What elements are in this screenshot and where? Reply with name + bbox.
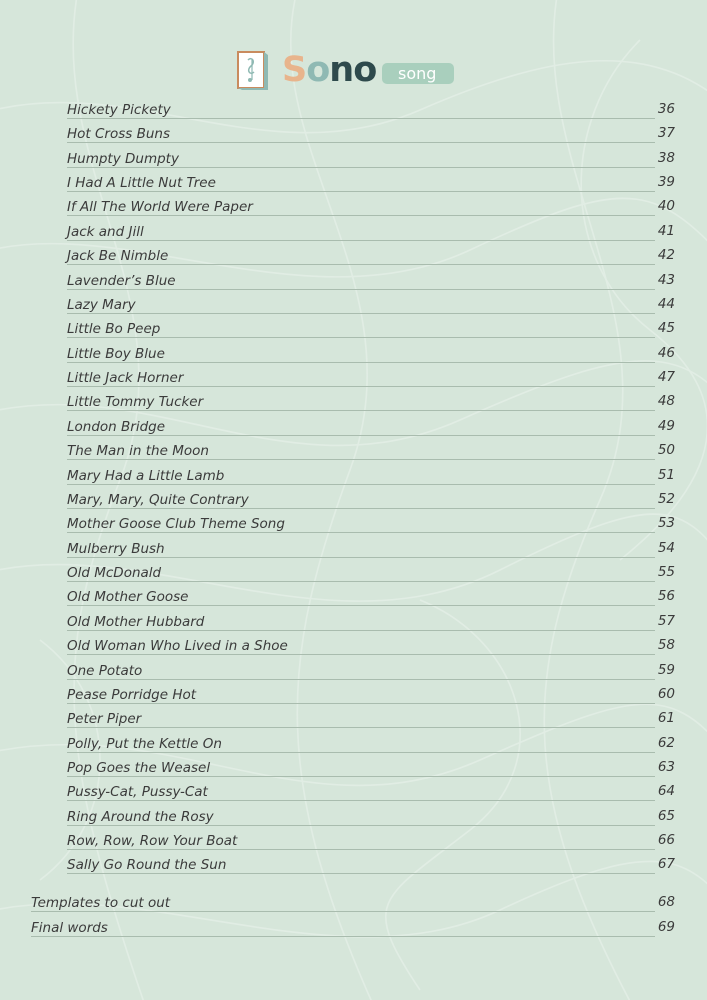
leader-line [67, 191, 655, 192]
toc-entry[interactable] [67, 731, 675, 753]
leader-line [67, 581, 655, 582]
toc-entry[interactable] [67, 463, 675, 485]
toc-entry-page: 39 [657, 174, 675, 191]
toc-entry[interactable] [67, 682, 675, 704]
leader-line [67, 435, 655, 436]
toc-entry-page: 44 [657, 295, 675, 312]
toc-entry-page: 63 [657, 758, 675, 775]
toc-entry-title: Jack Be Nimble [67, 248, 169, 265]
toc-entry-title: One Potato [67, 662, 143, 679]
toc-entry[interactable] [67, 584, 675, 606]
toc-entry-title: Mary Had a Little Lamb [67, 467, 225, 484]
logo-letter: n [329, 50, 354, 90]
toc-entry-page: 49 [657, 417, 675, 434]
toc-entry[interactable] [67, 316, 675, 338]
leader-line [67, 508, 655, 509]
leader-line [67, 605, 655, 606]
leader-line [67, 459, 655, 460]
toc-entry-title: Little Bo Peep [67, 321, 161, 338]
toc-entry-title: Peter Piper [67, 711, 142, 728]
toc-entry-title: Lavender’s Blue [67, 272, 176, 289]
sono-song-logo [236, 50, 454, 90]
leader-line [67, 630, 655, 631]
leader-line [67, 532, 655, 533]
toc-entry-title: Row, Row, Row Your Boat [67, 833, 238, 850]
toc-entry[interactable] [67, 560, 675, 582]
toc-entry-page: 65 [657, 807, 675, 824]
toc-entry-page: 60 [657, 685, 675, 702]
leader-line [67, 264, 655, 265]
toc-entry-page: 37 [657, 125, 675, 142]
toc-entry[interactable] [67, 609, 675, 631]
toc-entry[interactable] [67, 194, 675, 216]
toc-entry-title: Old Woman Who Lived in a Shoe [67, 638, 288, 655]
toc-entry-title: If All The World Were Paper [67, 199, 253, 216]
toc-entry[interactable] [67, 779, 675, 801]
toc-entry[interactable] [67, 828, 675, 850]
toc-entry[interactable] [67, 536, 675, 558]
toc-entry-page: 43 [657, 271, 675, 288]
toc-entry-page: 53 [657, 515, 675, 532]
toc-entry-page: 66 [657, 832, 675, 849]
leader-line [67, 362, 655, 363]
toc-entry-page: 55 [657, 564, 675, 581]
toc-entry-page: 48 [657, 393, 675, 410]
toc-entry[interactable] [67, 121, 675, 143]
logo-wordmark [282, 50, 376, 90]
toc-entry-title: Humpty Dumpty [67, 150, 179, 167]
toc-entry-title: Sally Go Round the Sun [67, 857, 227, 874]
leader-line [67, 825, 655, 826]
toc-entry[interactable] [31, 915, 675, 937]
toc-entry-title: Little Tommy Tucker [67, 394, 204, 411]
toc-entry-page: 58 [657, 637, 675, 654]
logo-letter: o [353, 50, 377, 90]
toc-entry-title: Templates to cut out [31, 895, 171, 911]
toc-entry[interactable] [67, 755, 675, 777]
leader-line [67, 679, 655, 680]
toc-entry-title: London Bridge [67, 418, 166, 435]
toc-entry-title: The Man in the Moon [67, 443, 209, 460]
toc-entry[interactable] [67, 146, 675, 168]
toc-entry-title: Ring Around the Rosy [67, 808, 214, 825]
leader-line [67, 484, 655, 485]
toc-entry-title: Pop Goes the Weasel [67, 759, 211, 776]
toc-entry-page: 50 [657, 442, 675, 459]
leader-line [31, 936, 655, 937]
logo-letter: o [306, 50, 330, 90]
leader-line [67, 800, 655, 801]
toc-entry-title: Mulberry Bush [67, 540, 165, 557]
leader-line [67, 337, 655, 338]
toc-entry-title: Final words [31, 919, 108, 936]
toc-entry-title: Hot Cross Buns [67, 126, 170, 143]
leader-line [67, 752, 655, 753]
toc-entry-title: Polly, Put the Kettle On [67, 735, 222, 752]
leader-line [31, 911, 655, 912]
toc-entry-title: Mary, Mary, Quite Contrary [67, 491, 249, 508]
toc-entry[interactable] [67, 219, 675, 241]
leader-line [67, 313, 655, 314]
toc-entry[interactable] [67, 243, 675, 265]
toc-entry-page: 59 [657, 661, 675, 678]
toc-entry[interactable] [67, 97, 675, 119]
toc-entry-title: Lazy Mary [67, 296, 136, 313]
leader-line [67, 776, 655, 777]
toc-entry-page: 69 [657, 918, 675, 935]
toc-entry-page: 40 [657, 198, 675, 215]
toc-entry[interactable] [67, 170, 675, 192]
toc-entry-title: Old McDonald [67, 565, 162, 582]
leader-line [67, 215, 655, 216]
toc-entry[interactable] [67, 511, 675, 533]
toc-entry-page: 56 [657, 588, 675, 605]
toc-entry[interactable] [67, 438, 675, 460]
leader-line [67, 240, 655, 241]
toc-entry-title: Jack and Jill [67, 223, 144, 240]
leader-line [67, 849, 655, 850]
toc-entry-title: Pussy-Cat, Pussy-Cat [67, 784, 208, 801]
toc-entry[interactable] [67, 389, 675, 411]
toc-entry[interactable] [67, 706, 675, 728]
toc-entry-page: 42 [657, 247, 675, 264]
toc-entry-title: Pease Porridge Hot [67, 686, 197, 703]
toc-entry-page: 54 [657, 539, 675, 556]
toc-entry[interactable] [67, 633, 675, 655]
toc-entry[interactable] [67, 292, 675, 314]
leader-line [67, 167, 655, 168]
logo-badge: song [382, 63, 454, 84]
toc-entry-page: 67 [657, 856, 675, 873]
toc-entry-page: 47 [657, 369, 675, 386]
toc-entry-page: 62 [657, 734, 675, 751]
toc-entry[interactable] [67, 341, 675, 363]
toc-entry[interactable] [67, 414, 675, 436]
toc-entry-page: 36 [657, 101, 675, 117]
leader-line [67, 118, 655, 119]
toc-entry[interactable] [67, 804, 675, 826]
toc-entry-page: 41 [657, 222, 675, 239]
toc-entry-page: 52 [657, 490, 675, 507]
toc-entry-page: 46 [657, 344, 675, 361]
toc-entry[interactable] [67, 268, 675, 290]
toc-entry-title: Little Jack Horner [67, 370, 184, 387]
music-book-icon [236, 50, 270, 90]
toc-entry-page: 45 [657, 320, 675, 337]
toc-entry[interactable] [67, 852, 675, 874]
toc-entry[interactable] [31, 890, 675, 912]
toc-entry[interactable] [67, 365, 675, 387]
leader-line [67, 654, 655, 655]
leader-line [67, 727, 655, 728]
leader-line [67, 557, 655, 558]
toc-entry-page: 57 [657, 612, 675, 629]
toc-entry-page: 61 [657, 710, 675, 727]
leader-line [67, 873, 655, 874]
leader-line [67, 289, 655, 290]
toc-entry-title: Little Boy Blue [67, 345, 165, 362]
toc-entry-page: 68 [657, 894, 675, 910]
toc-entry[interactable] [67, 487, 675, 509]
toc-entry[interactable] [67, 658, 675, 680]
leader-line [67, 410, 655, 411]
toc-entry-title: Old Mother Goose [67, 589, 189, 606]
toc-entry-page: 51 [657, 466, 675, 483]
toc-entry-page: 64 [657, 783, 675, 800]
toc-entry-title: Mother Goose Club Theme Song [67, 516, 285, 533]
leader-line [67, 386, 655, 387]
toc-entry-title: Old Mother Hubbard [67, 613, 205, 630]
leader-line [67, 703, 655, 704]
toc-entry-title: I Had A Little Nut Tree [67, 175, 216, 192]
toc-entry-page: 38 [657, 149, 675, 166]
leader-line [67, 142, 655, 143]
toc-entry-title: Hickety Pickety [67, 102, 171, 118]
logo-letter: S [282, 50, 307, 90]
